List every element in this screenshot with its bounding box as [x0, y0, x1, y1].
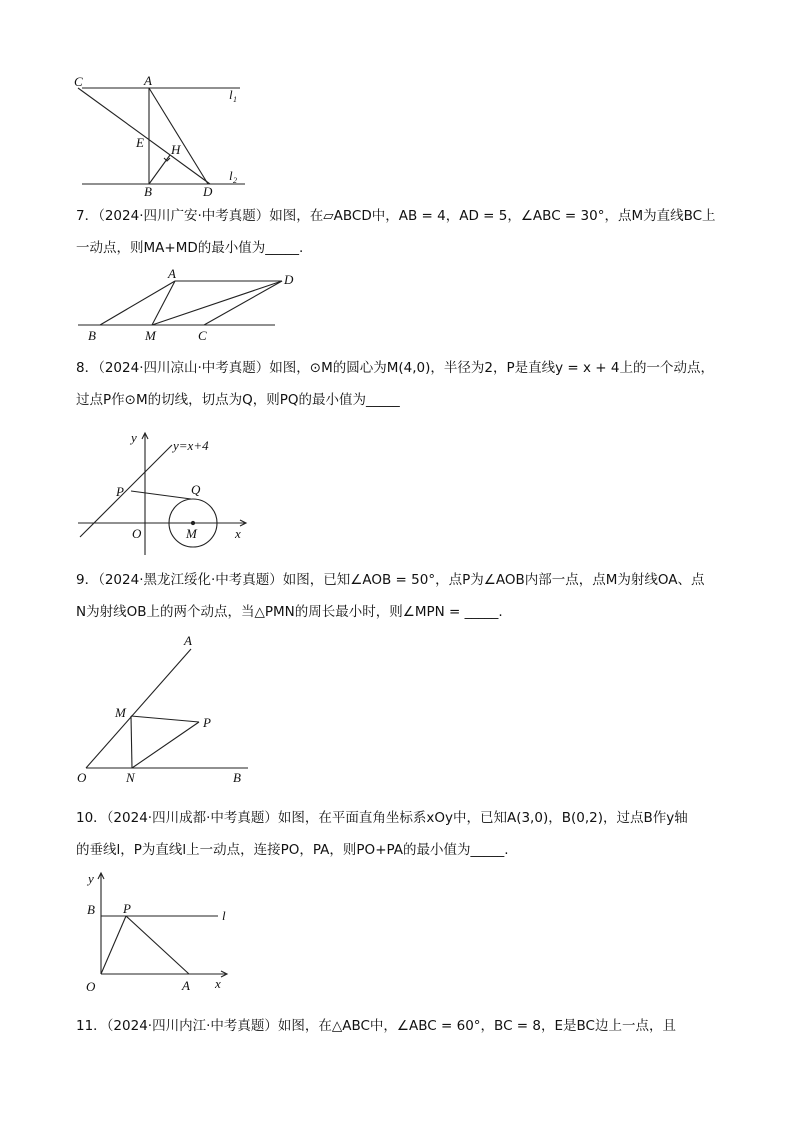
label-B: B [144, 184, 152, 199]
problem-10 [76, 802, 726, 866]
label-x: x [235, 526, 241, 541]
label-x: x [215, 976, 221, 991]
label-O: O [86, 979, 96, 994]
label-P: P [123, 901, 131, 916]
problem-11-line-1: 11．（2024·四川内江·中考真题）如图，在△ABC中，∠ABC = 60°，BC = 8，E是BC边上一点，且 [76, 1018, 676, 1034]
label-y: y [131, 430, 137, 445]
label-M: M [145, 328, 156, 343]
label-P: P [203, 715, 211, 730]
problem-8-line-1: 8．（2024·四川凉山·中考真题）如图，⊙M的圆心为M(4,0)，半径为2，P是直线y = x + 4上的一个动点， [76, 360, 714, 376]
problem-9 [76, 564, 726, 628]
problem-8-line-2: 过点P作⊙M的切线，切点为Q，则PQ的最小值为_____ [76, 392, 400, 408]
label-l1-sub: 1 [233, 95, 237, 104]
label-N: N [126, 770, 135, 785]
problem-7-line-1: 7．（2024·四川广安·中考真题）如图，在▱ABCD中，AB = 4，AD = 5，∠ABC = 30°，点M为直线BC上 [76, 208, 716, 224]
label-D: D [203, 184, 213, 199]
problem-7 [76, 200, 726, 264]
label-C: C [74, 74, 83, 89]
label-A: A [182, 978, 190, 993]
label-P: P [116, 484, 124, 499]
label-l: l [222, 908, 226, 923]
label-E: E [136, 135, 144, 150]
problem-9-line-1: 9．（2024·黑龙江绥化·中考真题）如图，已知∠AOB = 50°，点P为∠AOB内部一点，点M为射线OA、点 [76, 572, 705, 588]
problem-10-line-1: 10．（2024·四川成都·中考真题）如图，在平面直角坐标系xOy中，已知A(3,0)，B(0,2)，过点B作y轴 [76, 810, 688, 826]
label-A: A [144, 73, 152, 88]
label-B: B [87, 902, 95, 917]
label-M: M [115, 705, 126, 720]
label-l2-sub: 2 [233, 176, 237, 185]
figure-circle-tangent [70, 425, 260, 560]
problem-10-line-2: 的垂线l，P为直线l上一动点，连接PO，PA，则PO+PA的最小值为_____. [76, 842, 509, 858]
label-l2: l [229, 168, 233, 183]
label-O: O [132, 526, 142, 541]
label-l1: l [229, 87, 233, 102]
label-A: A [184, 633, 192, 648]
figure-angle-min-perimeter [70, 632, 260, 792]
label-y: y [88, 871, 94, 886]
figure-coordinate-perpendicular [72, 868, 242, 998]
label-B: B [233, 770, 241, 785]
label-O: O [77, 770, 87, 785]
label-D: D [284, 272, 294, 287]
label-B: B [88, 328, 96, 343]
label-H: H [171, 142, 181, 157]
label-C: C [198, 328, 207, 343]
problem-11 [76, 1010, 726, 1042]
figure-parallelogram [70, 265, 310, 345]
figure-parallel-lines [60, 72, 260, 200]
label-line-equation: y=x+4 [173, 438, 209, 453]
problem-8 [76, 352, 726, 416]
label-M: M [186, 526, 197, 541]
problem-9-line-2: N为射线OB上的两个动点，当△PMN的周长最小时，则∠MPN = _____. [76, 604, 503, 620]
label-Q: Q [191, 482, 201, 497]
problem-7-line-2: 一动点，则MA+MD的最小值为_____. [76, 240, 304, 256]
label-A: A [168, 266, 176, 281]
